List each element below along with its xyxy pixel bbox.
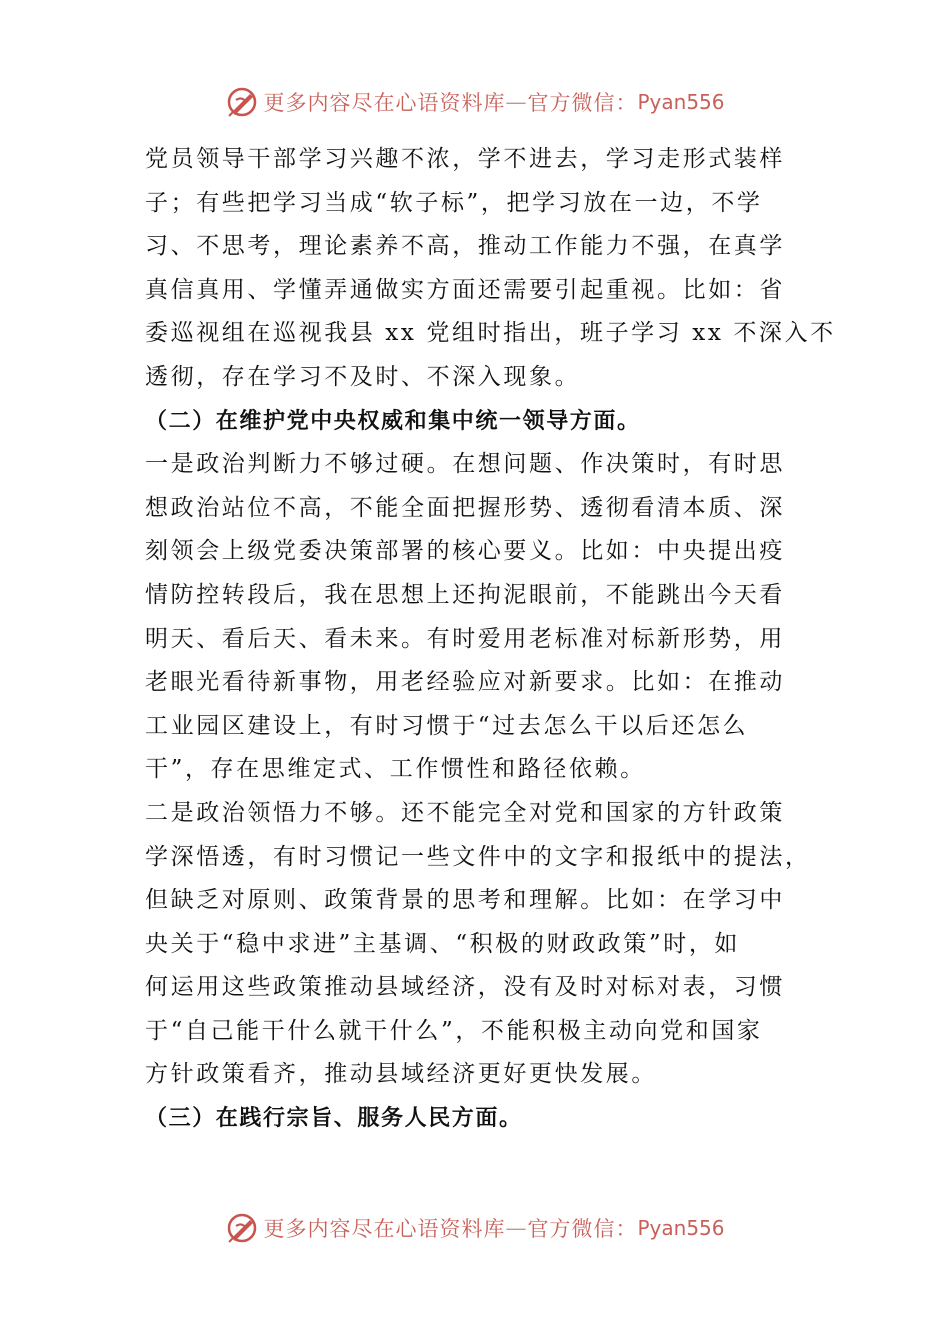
body-text-line: 明天、看后天、看未来。有时爱用老标准对标新形势，用 <box>145 625 785 652</box>
body-text-line: 二是政治领悟力不够。还不能完全对党和国家的方针政策 <box>145 799 785 826</box>
body-text-line: 于“自己能干什么就干什么”，不能积极主动向党和国家 <box>145 1017 763 1044</box>
body-text-line: 工业园区建设上，有时习惯于“过去怎么干以后还怎么 <box>145 712 749 739</box>
body-text-line: 方针政策看齐，推动县域经济更好更快发展。 <box>145 1061 657 1088</box>
watermark-id: Pyan556 <box>637 90 725 114</box>
body-text-line: 想政治站位不高，不能全面把握形势、透彻看清本质、深 <box>145 494 785 521</box>
body-text-line: 真信真用、学懂弄通做实方面还需要引起重视。比如：省 <box>145 276 785 303</box>
pen-logo-icon <box>225 85 259 119</box>
watermark-text: 更多内容尽在心语资料库 <box>263 91 506 115</box>
body-text-line: 习、不思考，理论素养不高，推动工作能力不强，在真学 <box>145 233 785 260</box>
section-heading: （二）在维护党中央权威和集中统一领导方面。 <box>145 408 641 434</box>
document-body <box>145 138 836 1141</box>
watermark-text: 更多内容尽在心语资料库 <box>263 1217 506 1241</box>
body-text-line: 干”，存在思维定式、工作惯性和路径依赖。 <box>145 756 646 783</box>
watermark-contact: 官方微信： <box>527 1217 638 1241</box>
pen-logo-icon <box>225 1211 259 1245</box>
footer-watermark <box>0 1208 950 1248</box>
body-text-line: 情防控转段后，我在思想上还拘泥眼前，不能跳出今天看 <box>145 581 785 608</box>
body-text-line: 何运用这些政策推动县域经济，没有及时对标对表，习惯 <box>145 974 785 1001</box>
watermark-separator: — <box>505 1216 528 1240</box>
watermark-contact: 官方微信： <box>527 91 638 115</box>
body-text-line: 透彻，存在学习不及时、不深入现象。 <box>145 363 581 390</box>
body-text-line: 央关于“稳中求进”主基调、“积极的财政政策”时，如 <box>145 930 741 957</box>
header-watermark <box>0 82 950 122</box>
body-text-line: 刻领会上级党委决策部署的核心要义。比如：中央提出疫 <box>145 538 785 565</box>
watermark-separator: — <box>505 90 528 114</box>
body-text-line: 一是政治判断力不够过硬。在想问题、作决策时，有时思 <box>145 451 785 478</box>
section-heading: （三）在践行宗旨、服务人民方面。 <box>145 1106 523 1132</box>
body-text-line: 学深悟透，有时习惯记一些文件中的文字和报纸中的提法， <box>145 843 811 870</box>
body-text-line: 党员领导干部学习兴趣不浓，学不进去，学习走形式装样 <box>145 146 785 172</box>
watermark-id: Pyan556 <box>637 1216 725 1240</box>
body-text-line: 老眼光看待新事物，用老经验应对新要求。比如：在推动 <box>145 669 785 696</box>
body-text-line: 子；有些把学习当成“软子标”，把学习放在一边，不学 <box>145 189 763 216</box>
body-text-line: 但缺乏对原则、政策背景的思考和理解。比如：在学习中 <box>145 887 785 914</box>
body-text-line: 委巡视组在巡视我县 xx 党组时指出，班子学习 xx 不深入不 <box>145 320 836 347</box>
